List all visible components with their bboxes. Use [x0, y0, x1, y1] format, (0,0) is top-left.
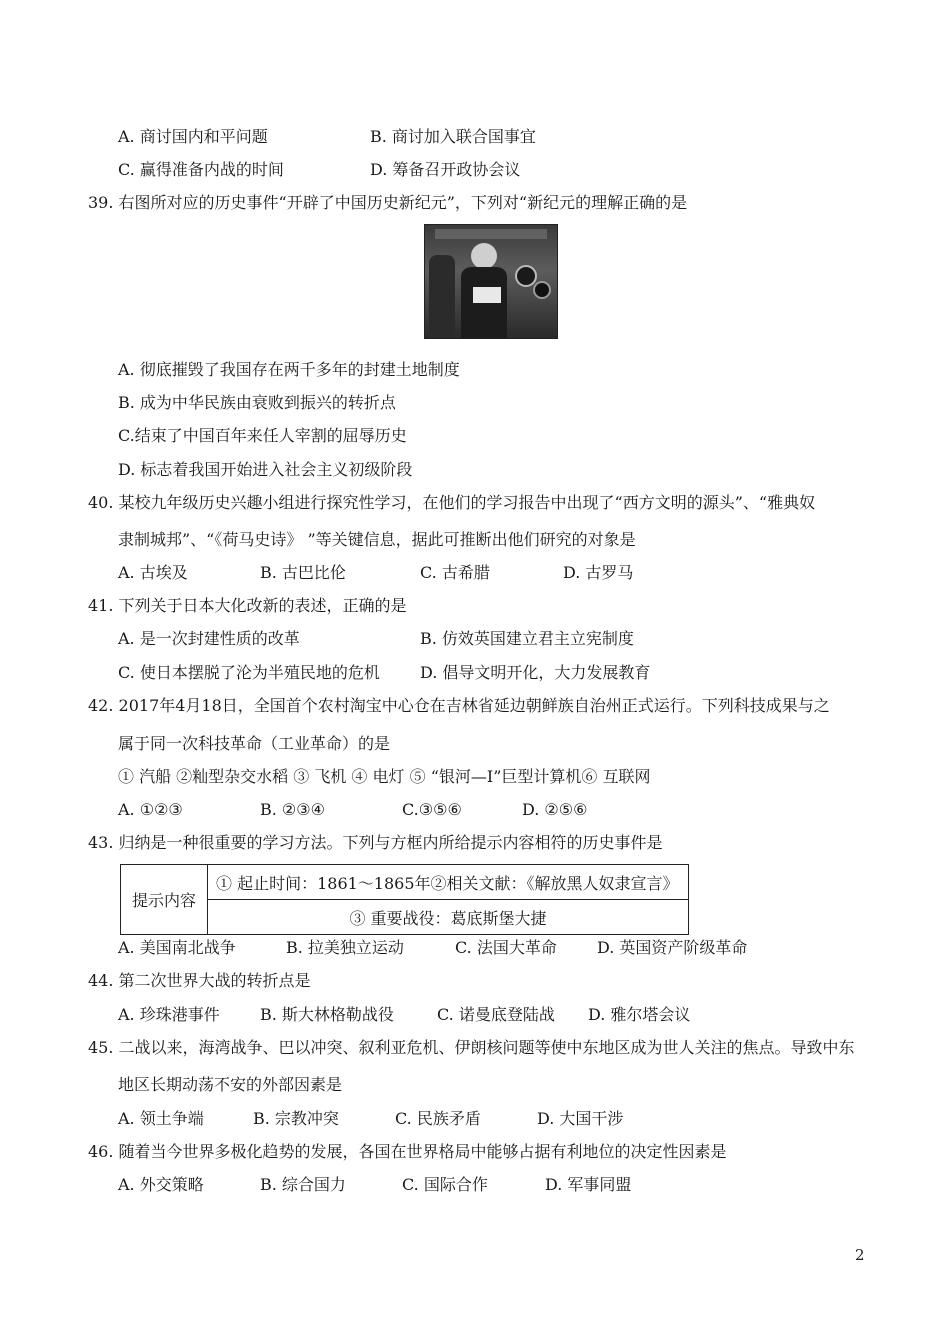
q46-stem: 46. 随着当今世界多极化趋势的发展，各国在世界格局中能够占据有利地位的决定性因素是 [88, 1142, 727, 1161]
q40-option-a: A. 古埃及 [118, 563, 188, 582]
q40-option-d: D. 古罗马 [563, 563, 634, 582]
q41-stem: 41. 下列关于日本大化改新的表述，正确的是 [88, 596, 407, 615]
q42-option-c: C.③⑤⑥ [402, 800, 462, 819]
founding-ceremony-photo [424, 224, 558, 339]
q42-option-a: A. ①②③ [118, 800, 183, 819]
q39-option-a: A. 彻底摧毁了我国存在两千多年的封建土地制度 [118, 360, 460, 379]
q38-option-a: A. 商讨国内和平问题 [118, 127, 268, 146]
q41-option-a: A. 是一次封建性质的改革 [118, 629, 300, 648]
q43-option-b: B. 拉美独立运动 [286, 938, 404, 957]
q41-option-c: C. 使日本摆脱了沦为半殖民地的危机 [118, 663, 380, 682]
hint-table [120, 864, 689, 935]
q45-option-d: D. 大国干涉 [537, 1109, 624, 1128]
q44-option-c: C. 诺曼底登陆战 [437, 1005, 555, 1024]
q44-option-d: D. 雅尔塔会议 [588, 1005, 691, 1024]
q40-option-b: B. 古巴比伦 [260, 563, 346, 582]
q38-option-b: B. 商讨加入联合国事宜 [370, 127, 536, 146]
q39-option-d: D. 标志着我国开始进入社会主义初级阶段 [118, 460, 413, 479]
q42-items: ① 汽船 ②籼型杂交水稻 ③ 飞机 ④ 电灯 ⑤ “银河—I”巨型计算机⑥ 互联网 [118, 767, 651, 786]
q43-stem: 43. 归纳是一种很重要的学习方法。下列与方框内所给提示内容相符的历史事件是 [88, 833, 663, 852]
q42-option-d: D. ②⑤⑥ [522, 800, 588, 819]
hint-table-label: 提示内容 [121, 865, 208, 935]
q38-option-c: C. 赢得准备内战的时间 [118, 160, 284, 179]
q45-option-c: C. 民族矛盾 [395, 1109, 481, 1128]
q42-option-b: B. ②③④ [260, 800, 325, 819]
q46-option-a: A. 外交策略 [118, 1175, 204, 1194]
q43-option-c: C. 法国大革命 [455, 938, 557, 957]
q45-option-a: A. 领土争端 [118, 1109, 204, 1128]
q44-option-a: A. 珍珠港事件 [118, 1005, 220, 1024]
q43-option-d: D. 英国资产阶级革命 [597, 938, 748, 957]
q39-option-c: C.结束了中国百年来任人宰割的屈辱历史 [118, 426, 407, 445]
q43-option-a: A. 美国南北战争 [118, 938, 236, 957]
q39-option-b: B. 成为中华民族由衰败到振兴的转折点 [118, 393, 396, 412]
q41-option-d: D. 倡导文明开化，大力发展教育 [420, 663, 651, 682]
q42-stem-line1: 42. 2017年4月18日，全国首个农村淘宝中心仓在吉林省延边朝鲜族自治州正式运行。下列科技成果与之 [88, 696, 830, 715]
q44-stem: 44. 第二次世界大战的转折点是 [88, 971, 311, 990]
q42-stem-line2: 属于同一次科技革命（工业革命）的是 [118, 734, 391, 753]
page-number: 2 [855, 1246, 865, 1264]
q39-stem: 39. 右图所对应的历史事件“开辟了中国历史新纪元”，下列对“新纪元的理解正确的是 [88, 193, 688, 212]
hint-table-row2: ③ 重要战役：葛底斯堡大捷 [208, 900, 689, 935]
q45-stem-line1: 45. 二战以来，海湾战争、巴以冲突、叙利亚危机、伊朗核问题等使中东地区成为世人关注的焦点。导致中东 [88, 1038, 855, 1057]
q45-stem-line2: 地区长期动荡不安的外部因素是 [118, 1075, 343, 1094]
q46-option-c: C. 国际合作 [402, 1175, 488, 1194]
q40-option-c: C. 古希腊 [420, 563, 490, 582]
q40-stem-line2: 隶制城邦”、“《荷马史诗》 ”等关键信息，据此可推断出他们研究的对象是 [118, 530, 636, 549]
q41-option-b: B. 仿效英国建立君主立宪制度 [420, 629, 634, 648]
hint-table-row1: ① 起止时间：1861～1865年②相关文献：《解放黑人奴隶宣言》 [208, 865, 689, 900]
q44-option-b: B. 斯大林格勒战役 [260, 1005, 394, 1024]
q46-option-b: B. 综合国力 [260, 1175, 346, 1194]
q40-stem-line1: 40. 某校九年级历史兴趣小组进行探究性学习，在他们的学习报告中出现了“西方文明的源头”、“雅典奴 [88, 493, 816, 512]
q45-option-b: B. 宗教冲突 [253, 1109, 339, 1128]
q46-option-d: D. 军事同盟 [545, 1175, 632, 1194]
q38-option-d: D. 筹备召开政协会议 [370, 160, 521, 179]
